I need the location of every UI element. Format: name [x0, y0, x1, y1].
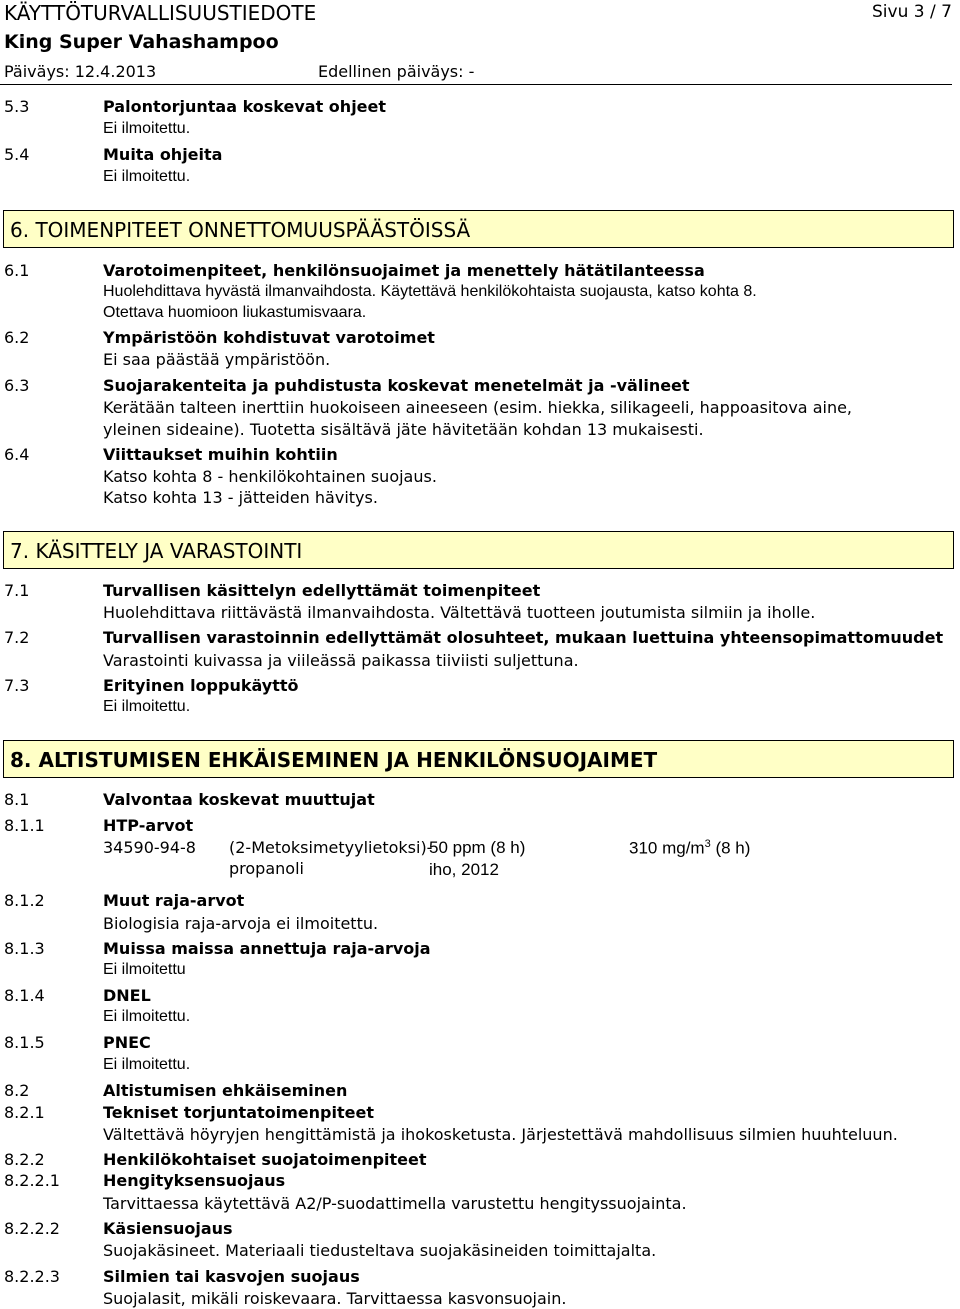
section-heading: Muut raja-arvot: [103, 891, 245, 910]
cas-number: 34590-94-8: [103, 838, 196, 857]
section-text: Suojakäsineet. Materiaali tiedusteltava suojakäsineiden toimittajalta.: [103, 1241, 657, 1260]
section-text: Ei saa päästää ympäristöön.: [103, 350, 331, 369]
section-number: 8.1.3: [4, 939, 45, 958]
section-text: Ei ilmoitettu.: [103, 168, 191, 185]
section-heading: Turvallisen varastoinnin edellyttämät olosuhteet, mukaan luettuina yhteensopimattomuudet: [103, 628, 944, 647]
section-text: Suojalasit, mikäli roiskevaara. Tarvittaessa kasvonsuojain.: [103, 1289, 567, 1308]
section-band-8: [3, 740, 954, 778]
section-heading: Turvallisen käsittelyn edellyttämät toimenpiteet: [103, 581, 541, 600]
section-number: 7.1: [4, 581, 30, 600]
section-heading: Hengityksensuojaus: [103, 1171, 286, 1190]
section-number: 7.3: [4, 676, 30, 695]
section-number: 6.1: [4, 261, 30, 280]
section-heading: Valvontaa koskevat muuttujat: [103, 790, 375, 809]
product-name: King Super Vahashampoo: [4, 31, 279, 53]
limit-mg: 310 $mg/m^3$ (8 h): [629, 838, 751, 858]
section-heading: Silmien tai kasvojen suojaus: [103, 1267, 360, 1286]
section-number: 6.2: [4, 328, 30, 347]
section-text: Katso kohta 8 - henkilökohtainen suojaus.: [103, 467, 437, 486]
section-heading: Muita ohjeita: [103, 145, 223, 164]
section-band-6: [3, 210, 954, 248]
section-number: 8.2: [4, 1081, 30, 1100]
section-text: Ei ilmoitettu.: [103, 1056, 191, 1073]
section-number: 8.1.5: [4, 1033, 45, 1052]
section-number: 7.2: [4, 628, 30, 647]
section-heading: Tekniset torjuntatoimenpiteet: [103, 1103, 374, 1122]
section-number: 8.1: [4, 790, 30, 809]
section-title: 8. ALTISTUMISEN EHKÄISEMINEN JA HENKILÖNSUOJAIMET: [10, 748, 658, 772]
section-text: Vältettävä höyryjen hengittämistä ja ihokosketusta. Järjestettävä mahdollisuus silmien huuhteluun.: [103, 1125, 898, 1144]
section-heading: Suojarakenteita ja puhdistusta koskevat menetelmät ja -välineet: [103, 376, 690, 395]
page-number: Sivu 3 / 7: [872, 2, 952, 22]
section-text: Kerätään talteen inerttiin huokoiseen aineeseen (esim. hiekka, silikageeli, happoasitova aine,: [103, 398, 853, 417]
section-number: 8.2.2.3: [4, 1267, 60, 1286]
section-text: Otettava huomioon liukastumisvaara.: [103, 304, 367, 321]
section-heading: Erityinen loppukäyttö: [103, 676, 299, 695]
section-text: Ei ilmoitettu.: [103, 120, 191, 137]
section-text: Varastointi kuivassa ja viileässä paikassa tiiviisti suljettuna.: [103, 651, 579, 670]
document-title: KÄYTTÖTURVALLISUUSTIEDOTE: [4, 1, 317, 25]
substance-name: (2-Metoksimetyylietoksi)-: [229, 838, 433, 857]
section-text: Ei ilmoitettu: [103, 961, 186, 978]
section-heading: Muissa maissa annettuja raja-arvoja: [103, 939, 431, 958]
limit-ppm: 50 ppm (8 h): [429, 838, 526, 857]
section-text: Ei ilmoitettu.: [103, 1008, 191, 1025]
section-text: Huolehdittava riittävästä ilmanvaihdosta. Vältettävä tuotteen joutumista silmiin ja iholle.: [103, 603, 816, 622]
substance-name: propanoli: [229, 859, 304, 878]
skin-notation: iho, 2012: [429, 860, 499, 879]
section-number: 6.4: [4, 445, 30, 464]
section-heading: Ympäristöön kohdistuvat varotoimet: [103, 328, 435, 347]
section-number: 8.2.1: [4, 1103, 45, 1122]
section-number: 8.1.1: [4, 816, 45, 835]
section-number: 8.1.2: [4, 891, 45, 910]
section-number: 5.4: [4, 145, 30, 164]
section-text: Biologisia raja-arvoja ei ilmoitettu.: [103, 914, 379, 933]
section-heading: Käsiensuojaus: [103, 1219, 233, 1238]
section-number: 8.2.2.2: [4, 1219, 60, 1238]
section-text: Huolehdittava hyvästä ilmanvaihdosta. Käytettävä henkilökohtaista suojausta, katso kohta 8.: [103, 283, 757, 300]
section-number: 8.2.2: [4, 1150, 45, 1169]
date: Päiväys: 12.4.2013: [4, 62, 157, 81]
section-text: Tarvittaessa käytettävä A2/P-suodattimella varustettu hengityssuojainta.: [103, 1194, 687, 1213]
section-text: Ei ilmoitettu.: [103, 698, 191, 715]
section-number: 8.1.4: [4, 986, 45, 1005]
section-title: 7. KÄSITTELY JA VARASTOINTI: [10, 539, 303, 563]
section-text: Katso kohta 13 - jätteiden hävitys.: [103, 488, 378, 507]
section-number: 5.3: [4, 97, 30, 116]
section-heading: Altistumisen ehkäiseminen: [103, 1081, 348, 1100]
section-number: 6.3: [4, 376, 30, 395]
section-heading: Henkilökohtaiset suojatoimenpiteet: [103, 1150, 427, 1169]
header-divider: [0, 84, 952, 85]
section-band-7: [3, 531, 954, 569]
section-title: 6. TOIMENPITEET ONNETTOMUUSPÄÄSTÖISSÄ: [10, 218, 471, 242]
section-heading: Viittaukset muihin kohtiin: [103, 445, 338, 464]
section-heading: PNEC: [103, 1033, 151, 1052]
section-number: 8.2.2.1: [4, 1171, 60, 1190]
previous-date: Edellinen päiväys: -: [318, 62, 475, 81]
section-heading: Varotoimenpiteet, henkilönsuojaimet ja menettely hätätilanteessa: [103, 261, 705, 280]
section-heading: Palontorjuntaa koskevat ohjeet: [103, 97, 387, 116]
section-text: yleinen sideaine). Tuotetta sisältävä jäte hävitetään kohdan 13 mukaisesti.: [103, 420, 704, 439]
section-heading: HTP-arvot: [103, 816, 194, 835]
section-heading: DNEL: [103, 986, 151, 1005]
